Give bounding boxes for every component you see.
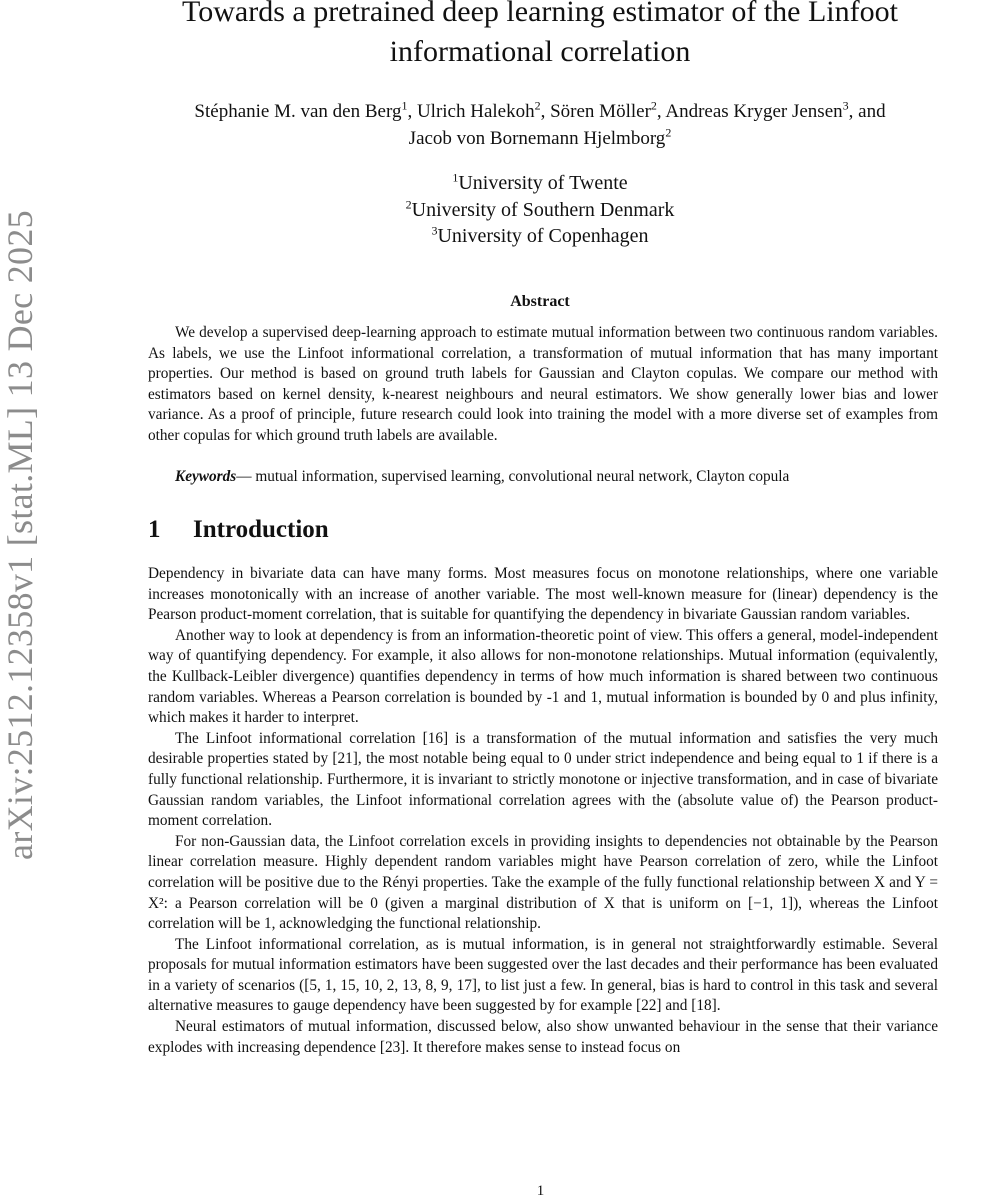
affiliation: $^1$University of Twente: [452, 170, 628, 194]
author-name: Ulrich Halekoh: [416, 101, 535, 122]
author-list: Stéphanie M. van den Berg$^1$, Ulrich Halekoh$^2$, Sören Möller$^2$, Andreas Kryger Jensen$^3$, and Jacob von Bornemann Hjelmborg$^2$: [194, 98, 886, 149]
affiliation-mark: 2: [534, 98, 541, 113]
affiliation-mark: 1: [401, 98, 408, 113]
author-name: Stéphanie M. van den Berg: [194, 101, 402, 122]
affiliation: $^3$University of Copenhagen: [431, 223, 649, 247]
author-name: Andreas Kryger Jensen: [665, 101, 843, 122]
paragraph: Another way to look at dependency is from an information-theoretic point of view. This offers a general, model-independent way of quantifying dependency. For example, it also allows for non-monotone relationships. Mutual information (equivalently, the Kullback-Leibler divergence) quantifies dependency in terms of how much information is shared between two continuous random variables. Whereas a Pearson correlation is bounded by -1 and 1, mutual information is bounded by 0 and plus infinity, which makes it harder to interpret.: [148, 626, 938, 727]
abstract-text: We develop a supervised deep-learning approach to estimate mutual information between two continuous random variables. As labels, we use the Linfoot informational correlation, a transformation of mutual information that has many important properties. Our method is based on ground truth labels for Gaussian and Clayton copulas. We compare our method with estimators based on kernel density, k-nearest neighbours and neural estimators. We show generally lower bias and lower variance. As a proof of principle, future research could look into training the model with a more diverse set of examples from other copulas for which ground truth labels are available.: [148, 324, 938, 444]
paragraph: The Linfoot informational correlation, as is mutual information, is in general not straightforwardly estimable. Several proposals for mutual information estimators have been suggested over the last decades and their performance has been evaluated in a variety of scenarios ([5, 1, 15, 10, 2, 13, 8, 9, 17], to list just a few. In general, bias is hard to control in this task and several alternative measures to gauge dependency have been suggested by for example [22] and [18].: [148, 935, 938, 1015]
page-number: 1: [536, 1183, 545, 1199]
paragraph: For non-Gaussian data, the Linfoot correlation excels in providing insights to dependencies not obtainable by the Pearson linear correlation measure. Highly dependent random variables might have Pearson correlation of zero, while the Linfoot correlation will be positive due to the Rényi properties. Take the example of the fully functional relationship between X and Y = X²: a Pearson correlation will be 0 (given a marginal distribution of X that is uniform on [−1, 1]), whereas the Linfoot correlation will be 1, acknowledging the functional relationship.: [148, 832, 938, 933]
affiliation-list: [140, 170, 940, 250]
paragraph: Dependency in bivariate data can have many forms. Most measures focus on monotone relationships, where one variable increases monotonically with an increase of another variable. The most well-known measure for (linear) dependency is the Pearson product-moment correlation, that is suitable for quantifying the dependency in bivariate Gaussian random variables.: [148, 565, 938, 624]
paragraph: Neural estimators of mutual information, discussed below, also show unwanted behaviour in the sense that their variance explodes with increasing dependence [23]. It therefore makes sense to instead focus on: [148, 1018, 938, 1056]
arxiv-identifier: arXiv:2512.12358v1 [stat.ML] 13 Dec 2025: [0, 210, 40, 860]
affiliation-mark: 2: [650, 98, 657, 113]
author-name: Jacob von Bornemann Hjelmborg: [408, 128, 666, 149]
section-number: 1: [148, 516, 161, 543]
section-body: [148, 564, 938, 1058]
keywords-text: — mutual information, supervised learning, convolutional neural network, Clayton copula: [236, 468, 790, 485]
section-heading: [148, 516, 329, 544]
section-title: Introduction: [193, 516, 329, 543]
abstract-heading: Abstract: [510, 293, 570, 310]
keywords-label: Keywords: [175, 468, 237, 485]
paper-title: Towards a pretrained deep learning estimator of the Linfoot informational correlation: [182, 0, 898, 68]
author-name: Sören Möller: [550, 101, 651, 122]
affiliation: $^2$University of Southern Denmark: [405, 196, 675, 221]
affiliation-mark: 3: [842, 98, 849, 113]
keywords-line: [148, 467, 938, 488]
affiliation-mark: 2: [665, 125, 672, 140]
arxiv-sidebar-stamp: [2, 190, 38, 880]
paragraph: The Linfoot informational correlation [16] is a transformation of the mutual information and satisfies the very much desirable properties stated by [21], the most notable being equal to 0 under strict independence and being equal to 1 if there is a fully functional relationship. Furthermore, it is invariant to strictly monotone or injective transformation, and in case of bivariate Gaussian random variables, the Linfoot informational correlation agrees with the (absolute value of) the Pearson product-moment correlation.: [148, 729, 938, 830]
